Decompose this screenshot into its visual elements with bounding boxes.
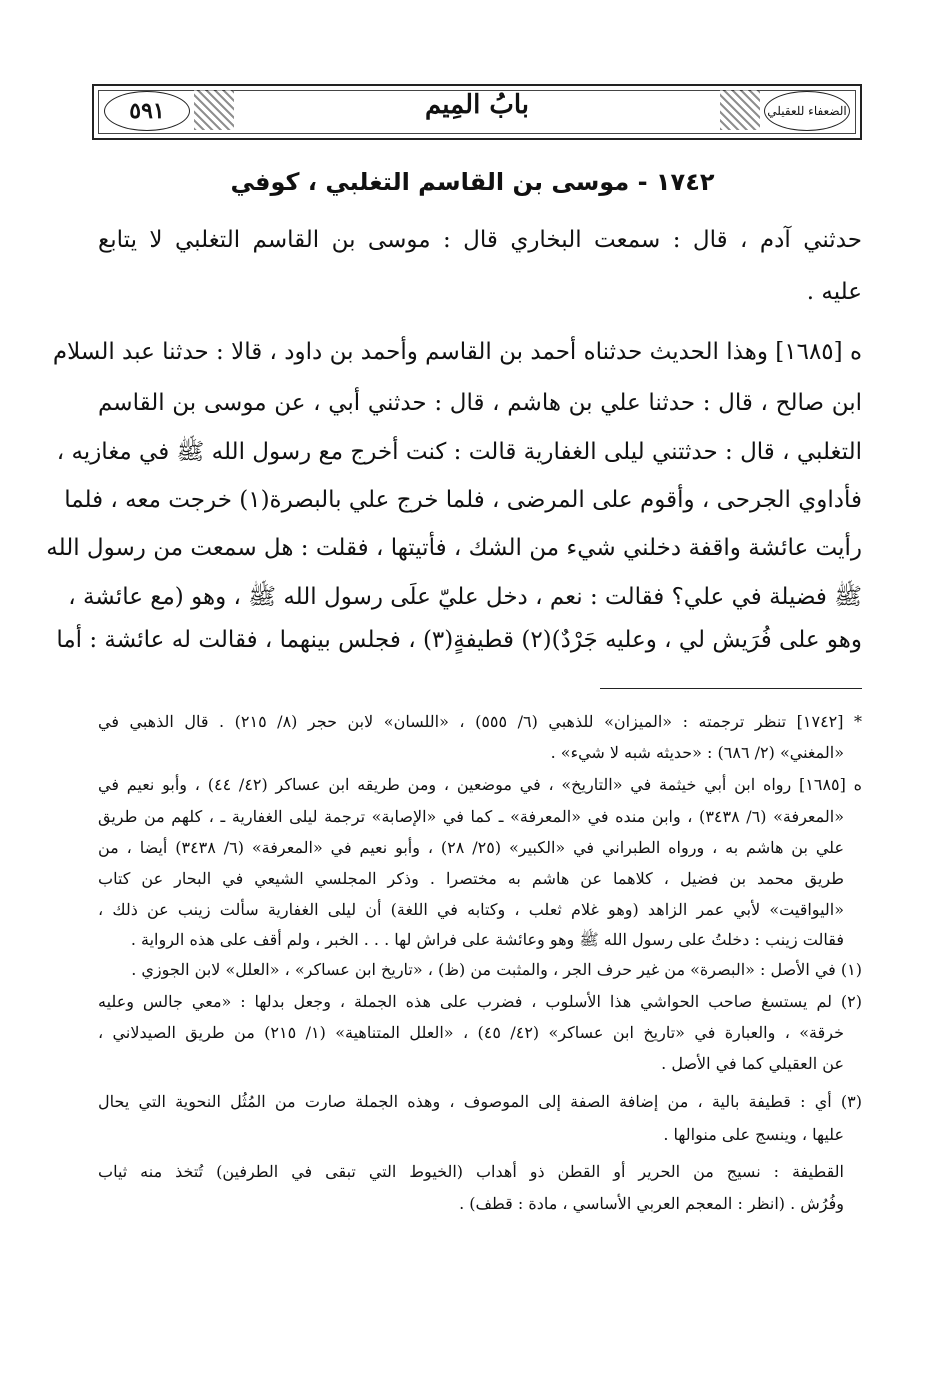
- footnote-line: «اليواقيت» لأبي عمر الزاهد (وهو غلام ثعلب ، وكتابه في اللغة) أن ليلى الغفارية سألت زينب عن ذلك ،: [98, 900, 844, 919]
- hadith-line: وهو على فُرَيش لي ، وعليه جَرْدٌ)(٢) قطيفةٍ(٣) ، فجلس بينهما ، فقالت له عائشة : أما: [56, 627, 862, 653]
- footnote-line: وفُرُش . (انظر : المعجم العربي الأساسي ، مادة : قطف) .: [459, 1194, 844, 1213]
- footnote-line: عليها ، وينسج على منوالها .: [663, 1125, 844, 1144]
- footnote-line: عن العقيلي كما في الأصل .: [661, 1054, 844, 1073]
- entry-heading: ١٧٤٢ - موسى بن القاسم التغلبي ، كوفي: [230, 168, 715, 196]
- hadith-line: ه [١٦٨٥] وهذا الحديث حدثناه أحمد بن القاسم وأحمد بن داود ، قالا : حدثنا عبد السلام: [52, 339, 862, 365]
- hadith-line: فأداوي الجرحى ، وأقوم على المرضى ، فلما خرج علي بالبصرة(١) خرجت معه ، فلما: [64, 487, 862, 513]
- footnote-line: * [١٧٤٢] تنظر ترجمته : «الميزان» للذهبي (٦/ ٥٥٥) ، «اللسان» لابن حجر (٨/ ٢١٥) . قال الذهبي في: [98, 712, 863, 731]
- footnote-line: (٣) أي : قطيفة بالية ، من إضافة الصفة إلى الموصوف ، وهذه الجملة صارت من المُثُل النحوية التي يحال: [98, 1092, 862, 1111]
- footnote-line: (٢) لم يستسغ صاحب الحواشي هذا الأسلوب ، فضرب على هذه الجملة ، وجعل بدلها : «معي جالس وعليه: [98, 992, 862, 1011]
- footnote-line: «المغني» (٢/ ٦٨٦) : «حديثه شبه لا شيء» .: [550, 743, 844, 762]
- footnote-line: فقالت زينب : دخلتُ على رسول الله ﷺ وهو وعائشة على فراش لها . . . الخبر ، ولم أقف على هذه الرواية .: [130, 930, 844, 949]
- book-logo: الضعفاء للعقيلي: [764, 91, 850, 131]
- entry-text-line: عليه .: [806, 279, 862, 305]
- footnote-line: القطيفة : نسيج من الحرير أو القطن ذو أهداب (الخيوط التي تبقى في الطرفين) تُتخذ منه ثياب: [98, 1162, 844, 1181]
- footnote-line: طريق محمد بن فضيل ، كلاهما عن هاشم به مختصرا . وذكر المجلسي الشيعي في البحار عن كتاب: [98, 869, 844, 888]
- page-number: ٥٩١: [104, 91, 190, 131]
- chapter-title: بابُ المِيم: [424, 90, 530, 120]
- footnote-line: علي بن هاشم به ، ورواه الطبراني في «الكبير» (٢٥/ ٢٨) ، وأبو نعيم في «المعرفة» (٦/ ٣٤٣٨) أيضا ، من: [98, 838, 845, 857]
- hadith-line: التغلبي ، قال : حدثتني ليلى الغفارية قالت : كنت أخرج مع رسول الله ﷺ في مغازيه ،: [56, 439, 862, 465]
- footnote-line: «المعرفة» (٦/ ٣٤٣٨) ، وابن منده في «المعرفة» ـ كما في «الإصابة» ترجمة ليلى الغفارية ـ ، كلهم من طريق: [98, 807, 845, 826]
- footnote-line: خرقة» ، والعبارة في «تاريخ ابن عساكر» (٤٢/ ٤٥) ، «العلل المتناهية» (١/ ٢١٥) من طريق الصيدلاني ،: [98, 1023, 844, 1042]
- ornament-icon: [194, 90, 234, 130]
- footnote-line: ه [١٦٨٥] رواه ابن أبي خيثمة في «التاريخ» ، في موضعين ، ومن طريقه ابن عساكر (٤٢/ ٤٤) ، وأبو نعيم في: [98, 775, 863, 794]
- page-header: [92, 84, 862, 140]
- hadith-line: رأيت عائشة واقفة دخلني شيء من الشك ، فأتيتها ، فقلت : هل سمعت من رسول الله: [46, 535, 862, 561]
- footnote-line: (١) في الأصل : «البصرة» من غير حرف الجر ، والمثبت من (ظ) ، «تاريخ ابن عساكر» ، «العلل» لابن الجوزي .: [131, 960, 862, 979]
- footnote-divider: [600, 688, 862, 689]
- entry-text-line: حدثني آدم ، قال : سمعت البخاري قال : موسى بن القاسم التغلبي لا يتابع: [98, 227, 862, 253]
- ornament-icon: [720, 90, 760, 130]
- hadith-line: ابن صالح ، قال : حدثنا علي بن هاشم ، قال : حدثني أبي ، عن موسى بن القاسم: [98, 390, 862, 416]
- hadith-line: ﷺ فضيلة في علي؟ فقالت : نعم ، دخل عليّ علَى رسول الله ﷺ ، وهو (مع عائشة ،: [68, 584, 862, 610]
